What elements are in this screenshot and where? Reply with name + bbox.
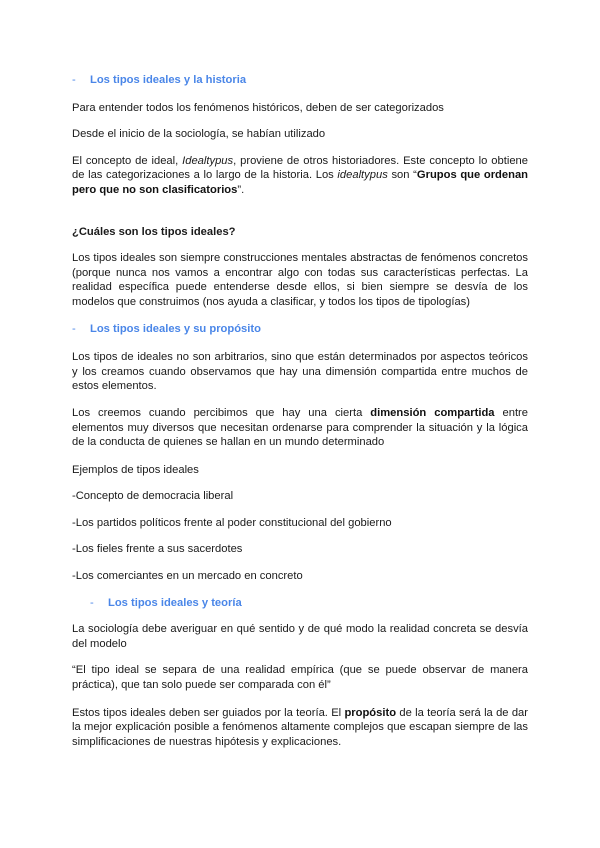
paragraph: Desde el inicio de la sociología, se habían utilizado (72, 128, 326, 141)
text-run: de la teoría será la de dar la mejor explicación posible a fenómenos altamente complejos que escapan siempre de las simplificaciones de nuestras hipótesis y explicaciones. (72, 706, 528, 748)
italic-term: Idealtypus (182, 154, 234, 167)
bold-term: propósito (344, 706, 397, 719)
bullet-dash: - (72, 74, 76, 86)
section-heading-purpose (72, 322, 528, 337)
section-heading-what: ¿Cuáles son los tipos ideales? (72, 225, 236, 238)
italic-term: idealtypus (337, 169, 388, 182)
paragraph-quote: “El tipo ideal se separa de una realidad empírica (que se puede observar de manera práctica), que tan solo puede ser comparada con él” (72, 664, 528, 692)
example-item: -Concepto de democracia liberal (72, 490, 234, 503)
text-run: Los creemos cuando percibimos que hay una cierta (72, 406, 371, 419)
example-item: -Los partidos políticos frente al poder constitucional del gobierno (72, 516, 392, 529)
paragraph-idealtypus (72, 154, 528, 198)
text-run: El concepto de ideal, (72, 154, 183, 167)
examples-title: Ejemplos de tipos ideales (72, 463, 199, 476)
example-item: -Los comerciantes en un mercado en concreto (72, 570, 303, 583)
bold-term: Grupos que ordenan pero que no son clasificatorios (72, 169, 528, 196)
text-run: Estos tipos ideales deben ser guiados por la teoría. El (72, 706, 345, 719)
paragraph-purpose (72, 706, 528, 750)
bullet-dash: - (72, 322, 76, 335)
paragraph: Los tipos ideales son siempre construcciones mentales abstractas de fenómenos concretos (porque nunca nos vamos a encontrar algo con todas sus características perfectas. La realidad específica puede entenderse desde ellos, si bien siempre se desvía de los modelos que construimos (nos ayuda a clasificar, y todos los tipos de tipologías) (72, 252, 528, 308)
section-heading-history (72, 73, 528, 88)
heading-text: Los tipos ideales y teoría (108, 596, 242, 609)
bullet-dash: - (90, 596, 94, 609)
text-run: son “ (387, 169, 417, 182)
document-page (72, 70, 528, 749)
paragraph: Para entender todos los fenómenos históricos, deben de ser categorizados (72, 101, 444, 114)
section-heading-theory (72, 596, 528, 611)
heading-text: Los tipos ideales y la historia (90, 74, 247, 86)
bold-term: dimensión compartida (370, 406, 495, 419)
paragraph-shared-dimension (72, 406, 528, 450)
paragraph: Los tipos de ideales no son arbitrarios, sino que están determinados por aspectos teóricos y los creamos cuando observamos que hay una dimensión compartida entre muchos de estos elementos. (72, 351, 528, 393)
example-item: -Los fieles frente a sus sacerdotes (72, 543, 243, 556)
text-run: entre elementos muy diversos que necesitan ordenarse para comprender la situación y la lógica de la conducta de quienes se hallan en un mundo determinado (72, 406, 529, 449)
heading-text: Los tipos ideales y su propósito (90, 322, 261, 335)
text-run: , proviene de otros historiadores. Este concepto lo obtiene de las categorizaciones a lo largo de la historia. Los (72, 154, 528, 182)
text-run: ”. (237, 183, 245, 196)
paragraph: La sociología debe averiguar en qué sentido y de qué modo la realidad concreta se desvía del modelo (72, 623, 528, 650)
